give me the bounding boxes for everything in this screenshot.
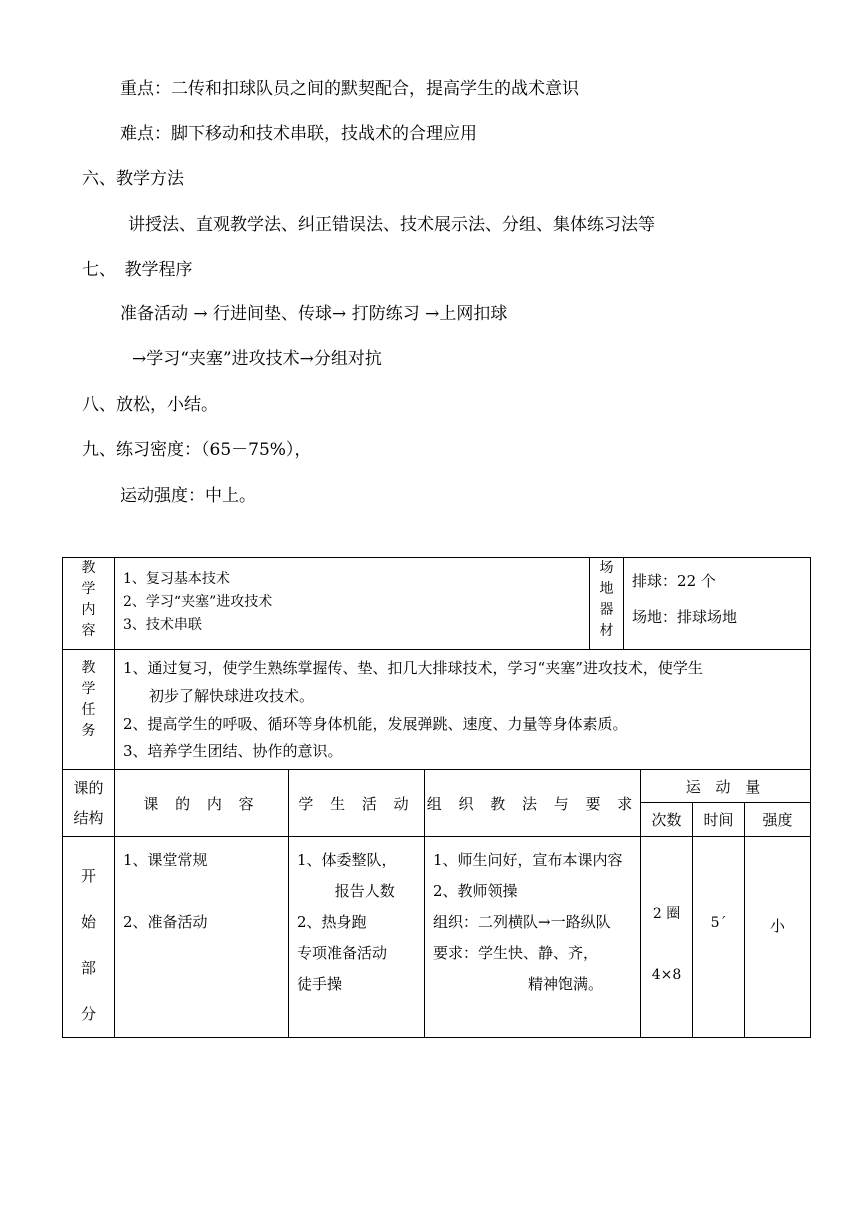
venue-text: 场地：排球场地 xyxy=(632,608,738,626)
count-header: 次数 xyxy=(641,803,693,837)
header-row-1 xyxy=(63,770,811,803)
section-6-text: 讲授法、直观教学法、纠正错误法、技术展示法、分组、集体练习法等 xyxy=(128,215,655,235)
start-section-row xyxy=(63,837,811,1038)
start-label: 开 始 部 分 xyxy=(63,837,115,1038)
start-count: 2 圈 4×8 xyxy=(641,837,693,1038)
section-7-title: 七、 教学程序 xyxy=(82,260,193,280)
structure-header: 课的 结构 xyxy=(63,770,115,837)
lesson-plan-table xyxy=(62,557,811,1038)
key-point-line: 重点：二传和扣球队员之间的默契配合，提高学生的战术意识 xyxy=(120,79,579,99)
task-items xyxy=(115,650,811,770)
section-6-title: 六、教学方法 xyxy=(82,169,184,189)
content-label: 教 学 内 容 xyxy=(63,558,115,650)
equipment-cell xyxy=(624,558,811,650)
section-9: 九、练习密度：（65－75%）， xyxy=(82,440,312,460)
task-3: 3、培养学生团结、协作的意识。 xyxy=(123,742,343,760)
task-2: 2、提高学生的呼吸、循环等身体机能，发展弹跳、速度、力量等身体素质。 xyxy=(123,715,628,733)
task-1b: 初步了解快球进攻技术。 xyxy=(149,687,315,705)
intensity-header: 强度 xyxy=(745,803,811,837)
content-header: 课 的 内 容 xyxy=(115,770,289,837)
venue-label: 场 地 器 材 xyxy=(590,558,624,650)
student-activity-header: 学 生 活 动 xyxy=(289,770,425,837)
organization-header: 组 织 教 法 与 要 求 xyxy=(425,770,641,837)
load-header: 运 动 量 xyxy=(641,770,811,803)
start-organization: 1、师生问好，宣布本课内容 2、教师领操 组织：二列横队→一路纵队 要求：学生快、静、齐， 精神饱满。 xyxy=(425,837,641,1038)
teaching-content-row xyxy=(63,558,811,650)
task-label: 教 学 任 务 xyxy=(63,650,115,770)
time-header: 时间 xyxy=(693,803,745,837)
start-student-activity: 1、体委整队， 报告人数 2、热身跑 专项准备活动 徒手操 xyxy=(289,837,425,1038)
section-7-line-2: →学习“夹塞”进攻技术→分组对抗 xyxy=(132,349,382,369)
task-1a: 1、通过复习，使学生熟练掌握传、垫、扣几大排球技术，学习“夹塞”进攻技术，使学生 xyxy=(123,659,703,677)
equipment-text: 排球：22 个 xyxy=(632,572,716,590)
start-intensity: 小 xyxy=(745,837,811,1038)
start-time: 5´ xyxy=(693,837,745,1038)
teaching-task-row xyxy=(63,650,811,770)
difficulty-line: 难点：脚下移动和技术串联，技战术的合理应用 xyxy=(120,124,477,144)
section-7-line-1: 准备活动 → 行进间垫、传球→ 打防练习 →上网扣球 xyxy=(120,304,508,324)
content-items: 1、复习基本技术 2、学习“夹塞”进攻技术 3、技术串联 xyxy=(115,558,590,650)
start-content: 1、课堂常规 2、准备活动 xyxy=(115,837,289,1038)
intensity-line: 运动强度：中上。 xyxy=(120,486,256,506)
section-8: 八、放松，小结。 xyxy=(82,395,218,415)
